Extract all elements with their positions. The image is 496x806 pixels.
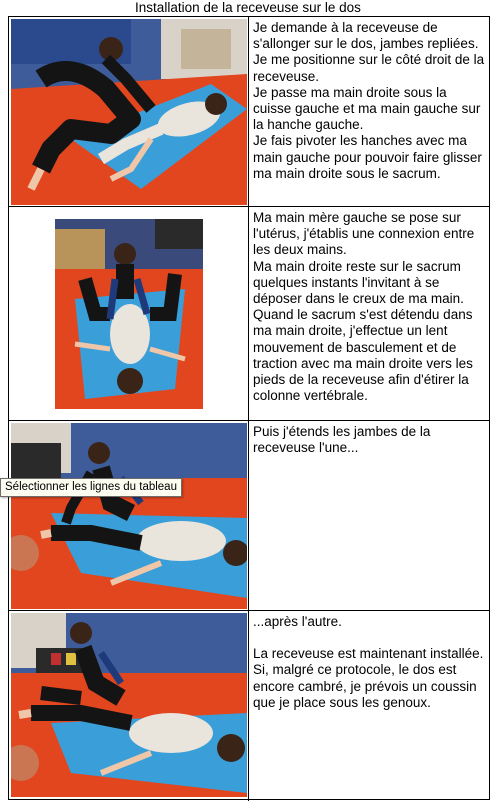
instruction-paragraph: Je demande à la receveuse de s'allonger sur le dos, jambes repliées. Je me positionne sur le côté droit de la receveuse. <box>253 20 485 84</box>
instruction-paragraph: ...après l'autre. <box>253 614 342 629</box>
table-row[interactable] <box>9 17 489 207</box>
instruction-paragraph: Puis j'étends les jambes de la receveuse l'une... <box>253 424 431 456</box>
massage-photo-step-3 <box>11 423 247 609</box>
massage-photo-step-4 <box>11 613 247 797</box>
instruction-paragraph: La receveuse est maintenant installée. Si, malgré ce protocole, le dos est encore cambré, je prévois un coussin que je place sous les genoux. <box>253 646 484 710</box>
image-cell[interactable] <box>9 17 249 206</box>
document-title: Installation de la receveuse sur le dos <box>135 0 361 15</box>
text-cell[interactable] <box>250 611 489 801</box>
instruction-paragraph: Je fais pivoter les hanches avec ma main gauche pour pouvoir faire glisser ma main droite sous le sacrum. <box>253 133 482 181</box>
table-row[interactable] <box>9 421 489 611</box>
instruction-paragraph: Je passe ma main droite sous la cuisse gauche et ma main gauche sur la hanche gauche. <box>253 84 481 133</box>
instruction-paragraph: Ma main mère gauche se pose sur l'utérus, j'établis une connexion entre les deux mains. <box>253 210 475 258</box>
image-cell[interactable] <box>9 421 249 610</box>
table-row[interactable] <box>9 611 489 801</box>
image-cell[interactable] <box>9 611 249 801</box>
text-cell[interactable] <box>250 421 489 610</box>
text-cell[interactable] <box>250 207 489 420</box>
image-cell[interactable] <box>9 207 249 420</box>
table-row[interactable] <box>9 207 489 421</box>
instruction-paragraph: Ma main droite reste sur le sacrum quelques instants l'invitant à se déposer dans le creux de ma main. Quand le sacrum s'est détendu dans ma main droite, j'effectue un lent mouvement de basculement et de traction avec ma main droite vers les pieds de la receveuse afin d'étirer la colonne vertébrale. <box>253 258 473 404</box>
text-cell[interactable] <box>250 17 489 206</box>
table-rows-tooltip: Sélectionner les lignes du tableau <box>0 478 182 497</box>
massage-photo-step-2 <box>55 219 203 409</box>
instruction-table[interactable] <box>8 16 490 800</box>
massage-photo-step-1 <box>11 19 247 205</box>
